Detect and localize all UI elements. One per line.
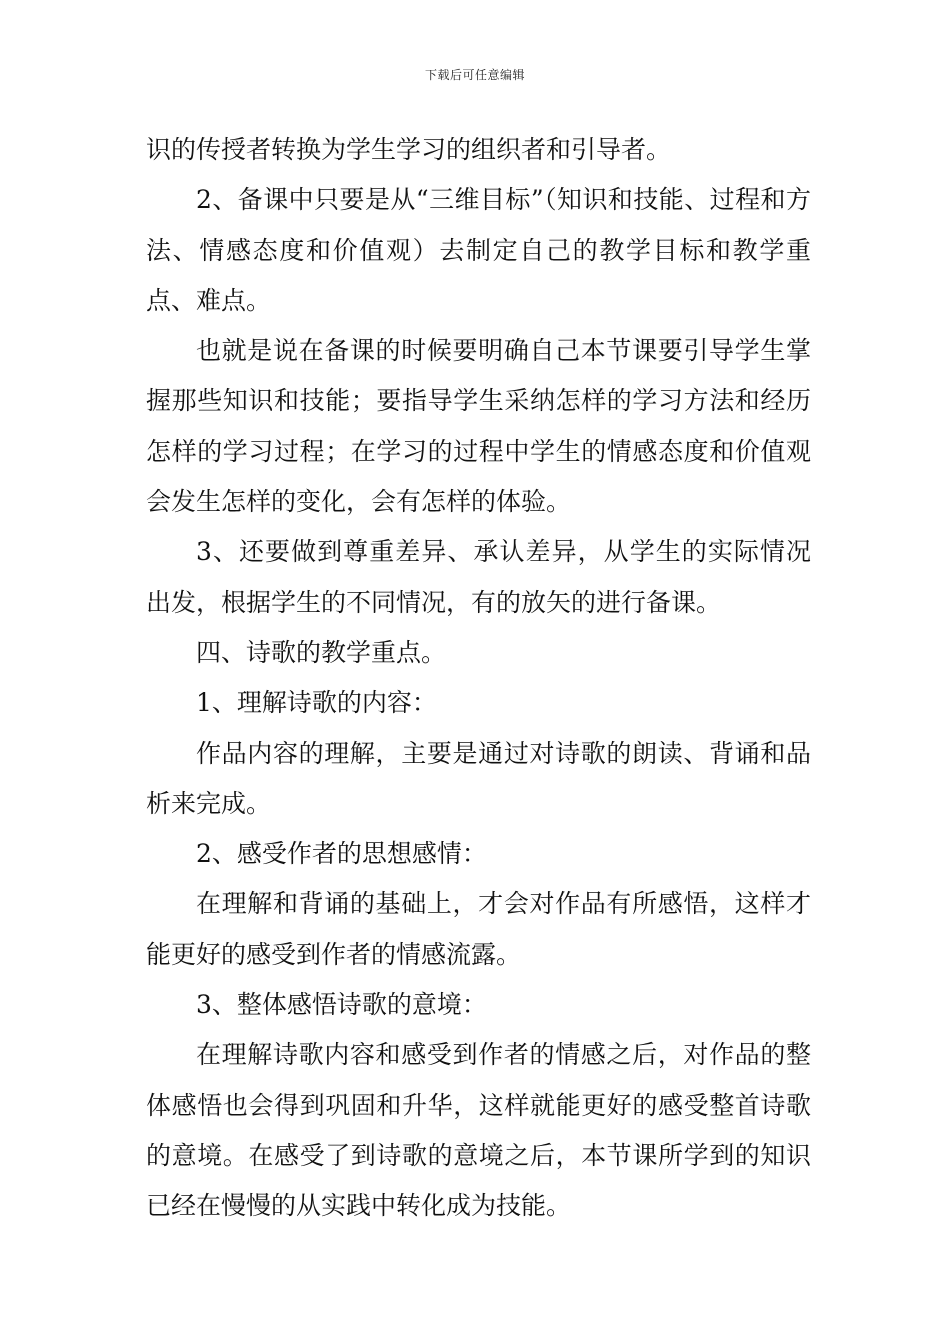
document-body [146, 125, 811, 1232]
paragraph: 在理解和背诵的基础上，才会对作品有所感悟，这样才能更好的感受到作者的情感流露。 [146, 889, 811, 969]
paragraph: 3、还要做到尊重差异、承认差异，从学生的实际情况出发，根据学生的不同情况，有的放矢的进行备课。 [146, 537, 811, 617]
subheading: 1、理解诗歌的内容： [196, 688, 437, 718]
paragraph: 识的传授者转换为学生学习的组织者和引导者。 [146, 135, 672, 164]
page-header: 下载后可任意编辑 [424, 68, 525, 82]
paragraph: 2、备课中只要是从“三维目标”（知识和技能、过程和方法、情感态度和价值观）去制定自己的教学目标和教学重点、难点。 [146, 185, 811, 315]
subheading: 3、整体感悟诗歌的意境： [196, 990, 487, 1020]
section-heading: 四、诗歌的教学重点。 [196, 637, 447, 667]
paragraph: 也就是说在备课的时候要明确自己本节课要引导学生掌握那些知识和技能；要指导学生采纳怎样的学习方法和经历怎样的学习过程；在学习的过程中学生的情感态度和价值观会发生怎样的变化，会有怎样的体验。 [146, 336, 811, 517]
paragraph: 作品内容的理解，主要是通过对诗歌的朗读、背诵和品析来完成。 [146, 738, 811, 818]
subheading: 2、感受作者的思想感情： [196, 839, 487, 869]
paragraph: 在理解诗歌内容和感受到作者的情感之后，对作品的整体感悟也会得到巩固和升华，这样就能更好的感受整首诗歌的意境。在感受了到诗歌的意境之后，本节课所学到的知识已经在慢慢的从实践中转化成为技能。 [146, 1040, 811, 1221]
